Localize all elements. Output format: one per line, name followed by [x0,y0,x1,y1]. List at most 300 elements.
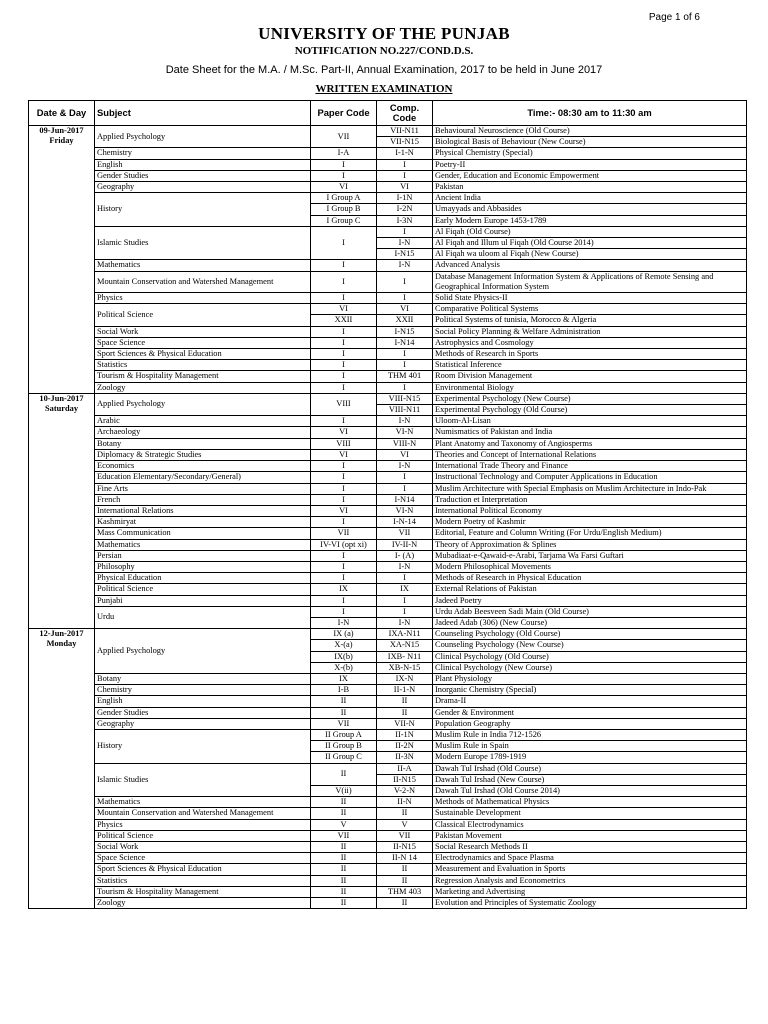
paper-code-cell: X-(a) [311,640,377,651]
paper-title-cell: Behavioural Neuroscience (Old Course) [433,126,747,137]
paper-title-cell: Regression Analysis and Econometrics [433,875,747,886]
table-row [29,842,747,853]
subject-cell: Tourism & Hospitality Management [95,886,311,897]
comp-code-cell: I [377,226,433,237]
paper-code-cell: I [311,494,377,505]
paper-code-cell: I [311,337,377,348]
table-row [29,349,747,360]
subject-cell: Gender Studies [95,170,311,181]
subject-cell: Physical Education [95,573,311,584]
paper-title-cell: Population Geography [433,718,747,729]
paper-code-cell: II [311,808,377,819]
table-row [29,226,747,237]
comp-code-cell: IXB- N11 [377,651,433,662]
comp-code-cell: II-1-N [377,685,433,696]
paper-title-cell: Gender, Education and Economic Empowerment [433,170,747,181]
paper-title-cell: Methods of Research in Sports [433,349,747,360]
paper-title-cell: Counseling Psychology (Old Course) [433,629,747,640]
subject-cell: French [95,494,311,505]
table-row [29,159,747,170]
paper-code-cell: I [311,260,377,271]
paper-title-cell: Urdu Adab Beesveen Sadi Main (Old Course) [433,606,747,617]
paper-code-cell: I [311,561,377,572]
subject-cell: Statistics [95,875,311,886]
subject-cell: Space Science [95,853,311,864]
paper-title-cell: Jadeed Poetry [433,595,747,606]
comp-code-cell: I [377,573,433,584]
subject-cell: Sport Sciences & Physical Education [95,864,311,875]
subject-cell: Punjabi [95,595,311,606]
table-row [29,629,747,640]
paper-title-cell: Traduction et Interpretation [433,494,747,505]
comp-code-cell: I [377,382,433,393]
comp-code-cell: VI [377,304,433,315]
paper-title-cell: Dawah Tul Irshad (Old Course) [433,763,747,774]
paper-code-cell: VI [311,304,377,315]
paper-title-cell: Social Research Methods II [433,842,747,853]
comp-code-cell: V [377,819,433,830]
paper-code-cell: V(ii) [311,785,377,796]
comp-code-cell: II [377,898,433,909]
table-row [29,271,747,292]
date-sheet-table [28,100,747,909]
paper-title-cell: Physical Chemistry (Special) [433,148,747,159]
table-row [29,494,747,505]
paper-title-cell: Classical Electrodynamics [433,819,747,830]
paper-title-cell: Editorial, Feature and Column Writing (For Urdu/English Medium) [433,528,747,539]
subject-cell: Fine Arts [95,483,311,494]
subject-cell: Islamic Studies [95,226,311,260]
paper-title-cell: Solid State Physics-II [433,293,747,304]
table-row [29,707,747,718]
paper-code-cell: I Group A [311,193,377,204]
subject-cell: Geography [95,718,311,729]
subject-cell: Statistics [95,360,311,371]
table-row [29,819,747,830]
paper-code-cell: I [311,461,377,472]
comp-code-cell: I-N-14 [377,517,433,528]
table-row [29,438,747,449]
subject-cell: International Relations [95,505,311,516]
paper-code-cell: II [311,864,377,875]
paper-code-cell: I [311,573,377,584]
paper-code-cell: IX [311,584,377,595]
exam-day: Monday [46,639,77,649]
comp-code-cell: I [377,606,433,617]
paper-title-cell: Marketing and Advertising [433,886,747,897]
subject-cell: Social Work [95,326,311,337]
subject-cell: Gender Studies [95,707,311,718]
subject-cell: Applied Psychology [95,393,311,415]
comp-code-cell: IV-II-N [377,539,433,550]
subject-cell: Philosophy [95,561,311,572]
paper-code-cell: I [311,349,377,360]
paper-code-cell: I Group C [311,215,377,226]
table-row [29,393,747,404]
comp-code-cell: I [377,472,433,483]
table-row [29,326,747,337]
paper-title-cell: Ancient India [433,193,747,204]
comp-code-cell: VII-N15 [377,137,433,148]
paper-code-cell: VI [311,427,377,438]
exam-day: Saturday [44,404,79,414]
subject-cell: Botany [95,438,311,449]
paper-code-cell: II [311,797,377,808]
header-paper-code: Paper Code [311,101,377,126]
table-row [29,539,747,550]
notification-number: NOTIFICATION NO.227/COND.D.S. [294,45,474,57]
subject-cell: Geography [95,182,311,193]
paper-title-cell: Counseling Psychology (New Course) [433,640,747,651]
subject-cell: Political Science [95,584,311,595]
comp-code-cell: I-N [377,260,433,271]
paper-code-cell: V [311,819,377,830]
paper-title-cell: Clinical Psychology (New Course) [433,662,747,673]
paper-title-cell: Room Division Management [433,371,747,382]
paper-title-cell: Umayyads and Abbasides [433,204,747,215]
subject-cell: Space Science [95,337,311,348]
paper-title-cell: Experimental Psychology (Old Course) [433,405,747,416]
paper-code-cell: I [311,159,377,170]
table-row [29,483,747,494]
paper-title-cell: Muslim Rule in Spain [433,741,747,752]
paper-code-cell: I [311,360,377,371]
subject-cell: Political Science [95,304,311,326]
paper-title-cell: Drama-II [433,696,747,707]
table-row [29,763,747,774]
subject-cell: Chemistry [95,685,311,696]
comp-code-cell: XB-N-15 [377,662,433,673]
paper-title-cell: Social Policy Planning & Welfare Administration [433,326,747,337]
paper-code-cell: I-B [311,685,377,696]
paper-code-cell: II Group A [311,729,377,740]
paper-code-cell: I-A [311,148,377,159]
paper-code-cell: I Group B [311,204,377,215]
table-body [29,126,747,909]
subject-cell: Tourism & Hospitality Management [95,371,311,382]
table-row [29,875,747,886]
paper-code-cell: II [311,707,377,718]
subject-cell: Mathematics [95,797,311,808]
comp-code-cell: I [377,271,433,292]
comp-code-cell: VI-N [377,427,433,438]
table-row [29,371,747,382]
table-row [29,595,747,606]
comp-code-cell: VII-N11 [377,126,433,137]
paper-title-cell: Muslim Architecture with Special Emphasis on Muslim Architecture in Indo-Pak [433,483,747,494]
paper-code-cell: II [311,886,377,897]
comp-code-cell: VI [377,182,433,193]
table-row [29,853,747,864]
header-comp-code: Comp. Code [377,101,433,126]
subject-cell: Mountain Conservation and Watershed Management [95,808,311,819]
paper-title-cell: Electrodynamics and Space Plasma [433,853,747,864]
comp-code-cell: I [377,360,433,371]
paper-title-cell: Numismatics of Pakistan and India [433,427,747,438]
page-number: Page 1 of 6 [648,12,700,23]
paper-title-cell: International Political Economy [433,505,747,516]
date-sheet-description: Date Sheet for the M.A. / M.Sc. Part-II, Annual Examination, 2017 to be held in June 2017 [165,64,603,76]
paper-code-cell: II [311,696,377,707]
comp-code-cell: VI-N [377,505,433,516]
paper-title-cell: Modern Europe 1789-1919 [433,752,747,763]
comp-code-cell: VII-N [377,718,433,729]
paper-title-cell: Early Modern Europe 1453-1789 [433,215,747,226]
comp-code-cell: I-2N [377,204,433,215]
paper-code-cell: I [311,170,377,181]
comp-code-cell: I [377,349,433,360]
paper-title-cell: Comparative Political Systems [433,304,747,315]
paper-code-cell: VI [311,449,377,460]
paper-title-cell: Modern Poetry of Kashmir [433,517,747,528]
comp-code-cell: I-N [377,238,433,249]
comp-code-cell: I-N15 [377,326,433,337]
comp-code-cell: II [377,875,433,886]
table-row [29,886,747,897]
subject-cell: English [95,696,311,707]
subject-cell: Kashmiryat [95,517,311,528]
paper-title-cell: Environmental Biology [433,382,747,393]
header-subject: Subject [95,101,311,126]
paper-code-cell: IX (a) [311,629,377,640]
paper-title-cell: Muslim Rule in India 712-1526 [433,729,747,740]
comp-code-cell: I-N [377,416,433,427]
comp-code-cell: XA-N15 [377,640,433,651]
table-row [29,260,747,271]
subject-cell: Mass Communication [95,528,311,539]
comp-code-cell: I [377,595,433,606]
comp-code-cell: VIII-N11 [377,405,433,416]
subject-cell: Urdu [95,606,311,628]
paper-code-cell: IV-VI (opt xi) [311,539,377,550]
subject-cell: Applied Psychology [95,126,311,148]
comp-code-cell: THM 403 [377,886,433,897]
paper-title-cell: Political Systems of tunisia, Morocco & Algeria [433,315,747,326]
paper-code-cell: I [311,416,377,427]
comp-code-cell: I-N [377,617,433,628]
comp-code-cell: II-N15 [377,774,433,785]
paper-title-cell: Measurement and Evaluation in Sports [433,864,747,875]
subject-cell: History [95,729,311,763]
paper-code-cell: VII [311,830,377,841]
comp-code-cell: IX-N [377,673,433,684]
paper-code-cell: I [311,371,377,382]
paper-title-cell: Uloom-Al-Lisan [433,416,747,427]
comp-code-cell: I [377,293,433,304]
paper-title-cell: Dawah Tul Irshad (New Course) [433,774,747,785]
comp-code-cell: I [377,170,433,181]
paper-code-cell: VI [311,505,377,516]
subject-cell: Archaeology [95,427,311,438]
paper-code-cell: II [311,875,377,886]
subject-cell: Sport Sciences & Physical Education [95,349,311,360]
comp-code-cell: IXA-N11 [377,629,433,640]
paper-code-cell: VII [311,528,377,539]
table-row [29,729,747,740]
subject-cell: English [95,159,311,170]
comp-code-cell: I-N [377,561,433,572]
paper-title-cell: Astrophysics and Cosmology [433,337,747,348]
university-title: UNIVERSITY OF THE PUNJAB [258,24,510,43]
paper-title-cell: Modern Philosophical Movements [433,561,747,572]
table-row [29,797,747,808]
comp-code-cell: II-N15 [377,842,433,853]
subject-cell: Diplomacy & Strategic Studies [95,449,311,460]
paper-code-cell: II Group C [311,752,377,763]
comp-code-cell: II [377,864,433,875]
paper-code-cell: I [311,472,377,483]
exam-date: 09-Jun-2017 [39,126,84,135]
paper-code-cell: I [311,326,377,337]
table-row [29,182,747,193]
comp-code-cell: I-1N [377,193,433,204]
comp-code-cell: I-N15 [377,249,433,260]
exam-date-cell [29,393,95,628]
subject-cell: Physics [95,293,311,304]
paper-title-cell: Al Fiqah and Illum ul Fiqah (Old Course 2014) [433,238,747,249]
comp-code-cell: I-N14 [377,494,433,505]
table-row [29,673,747,684]
paper-title-cell: Clinical Psychology (Old Course) [433,651,747,662]
table-row [29,864,747,875]
comp-code-cell: I-3N [377,215,433,226]
paper-title-cell: Inorganic Chemistry (Special) [433,685,747,696]
exam-date-cell [29,126,95,394]
subject-cell: Mountain Conservation and Watershed Management [95,271,311,292]
comp-code-cell: I [377,483,433,494]
table-row [29,718,747,729]
table-row [29,126,747,137]
paper-title-cell: Statistical Inference [433,360,747,371]
paper-title-cell: Plant Physiology [433,673,747,684]
paper-title-cell: Jadeed Adab (306) (New Course) [433,617,747,628]
subject-cell: Botany [95,673,311,684]
paper-title-cell: International Trade Theory and Finance [433,461,747,472]
paper-code-cell: VIII [311,438,377,449]
comp-code-cell: VII [377,830,433,841]
comp-code-cell: IX [377,584,433,595]
paper-code-cell: I [311,517,377,528]
subject-cell: Economics [95,461,311,472]
table-row [29,427,747,438]
table-row [29,830,747,841]
comp-code-cell: VIII-N15 [377,393,433,404]
comp-code-cell: II-A [377,763,433,774]
comp-code-cell: VIII-N [377,438,433,449]
table-row [29,461,747,472]
header-date-day: Date & Day [29,101,95,126]
header-time: Time:- 08:30 am to 11:30 am [433,101,747,126]
paper-code-cell: I [311,382,377,393]
table-row [29,573,747,584]
subject-cell: Mathematics [95,260,311,271]
paper-title-cell: Methods of Mathematical Physics [433,797,747,808]
table-row [29,472,747,483]
paper-title-cell: Pakistan [433,182,747,193]
comp-code-cell: II [377,696,433,707]
paper-code-cell: IX(b) [311,651,377,662]
comp-code-cell: II-2N [377,741,433,752]
subject-cell: Zoology [95,382,311,393]
subject-cell: Social Work [95,842,311,853]
paper-code-cell: I [311,226,377,260]
table-row [29,808,747,819]
subject-cell: Persian [95,550,311,561]
paper-title-cell: Instructional Technology and Computer Applications in Education [433,472,747,483]
comp-code-cell: II [377,808,433,819]
comp-code-cell: II [377,707,433,718]
paper-title-cell: Biological Basis of Behaviour (New Course) [433,137,747,148]
paper-title-cell: Mubadiaat-e-Qawaid-e-Arabi, Tarjama Wa Farsi Guftari [433,550,747,561]
paper-title-cell: Gender & Environment [433,707,747,718]
table-row [29,148,747,159]
exam-day: Friday [49,136,74,146]
paper-code-cell: I [311,271,377,292]
comp-code-cell: I-1-N [377,148,433,159]
table-row [29,550,747,561]
paper-title-cell: Pakistan Movement [433,830,747,841]
subject-cell: Zoology [95,898,311,909]
subject-cell: Political Science [95,830,311,841]
comp-code-cell: VI [377,449,433,460]
table-header-row [29,101,747,126]
paper-title-cell: Methods of Research in Physical Education [433,573,747,584]
subject-cell: Islamic Studies [95,763,311,797]
table-row [29,337,747,348]
comp-code-cell: II-1N [377,729,433,740]
paper-title-cell: Database Management Information System & Applications of Remote Sensing and Geographical Information System [433,271,747,292]
table-row [29,685,747,696]
paper-code-cell: IX [311,673,377,684]
comp-code-cell: II-3N [377,752,433,763]
table-row [29,416,747,427]
paper-code-cell: I [311,483,377,494]
paper-code-cell: VIII [311,393,377,415]
comp-code-cell: I-N14 [377,337,433,348]
table-row [29,898,747,909]
paper-code-cell: I [311,606,377,617]
paper-code-cell: II [311,853,377,864]
table-row [29,170,747,181]
paper-title-cell: Dawah Tul Irshad (Old Course 2014) [433,785,747,796]
exam-date: 12-Jun-2017 [39,629,84,639]
subject-cell: Mathematics [95,539,311,550]
table-row [29,505,747,516]
exam-date: 10-Jun-2017 [39,393,84,403]
comp-code-cell: XXII [377,315,433,326]
table-row [29,584,747,595]
table-row [29,517,747,528]
paper-title-cell: Experimental Psychology (New Course) [433,393,747,404]
table-row [29,561,747,572]
paper-title-cell: Poetry-II [433,159,747,170]
paper-code-cell: VII [311,718,377,729]
subject-cell: Arabic [95,416,311,427]
paper-code-cell: I [311,550,377,561]
paper-title-cell: Theories and Concept of International Relations [433,449,747,460]
table-row [29,528,747,539]
subject-cell: History [95,193,311,227]
paper-title-cell: Plant Anatomy and Taxonomy of Angiosperms [433,438,747,449]
table-row [29,360,747,371]
comp-code-cell: I-N [377,461,433,472]
comp-code-cell: II-N [377,797,433,808]
exam-date-cell [29,629,95,909]
paper-code-cell: I [311,293,377,304]
paper-title-cell: Al Fiqah wa uloom al Fiqah (New Course) [433,249,747,260]
table-row [29,449,747,460]
paper-code-cell: I [311,595,377,606]
